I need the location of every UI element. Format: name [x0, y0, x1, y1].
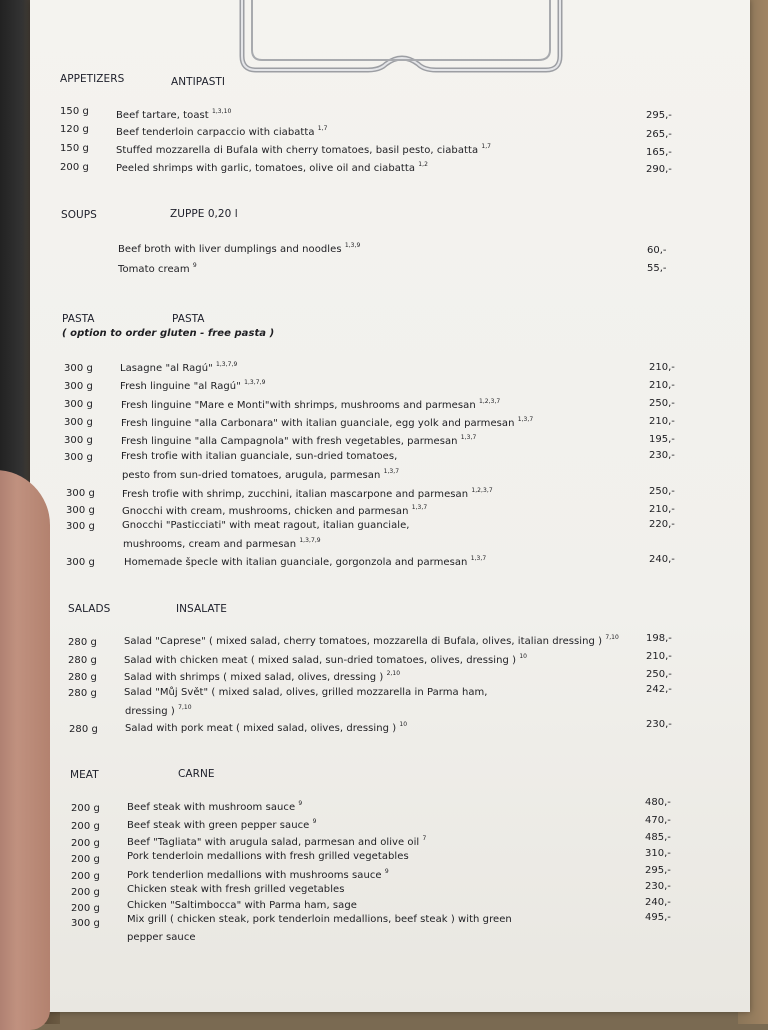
item-weight: 120 g	[60, 124, 89, 135]
item-price: 250,-	[646, 669, 672, 680]
item-price: 242,-	[646, 684, 672, 695]
appetizers-subtitle: ANTIPASTI	[171, 76, 226, 88]
menu-item-name-cont: dressing ) $^{7,10}$	[125, 704, 192, 717]
item-weight: 280 g	[68, 672, 97, 683]
item-price: 480,-	[645, 797, 671, 808]
item-price: 265,-	[646, 129, 672, 140]
menu-item-name-cont: mushrooms, cream and parmesan $^{1,3,7,9}$	[123, 537, 321, 550]
item-price: 240,-	[649, 554, 675, 565]
item-price: 495,-	[645, 912, 671, 923]
item-price: 210,-	[649, 416, 675, 427]
item-weight: 280 g	[68, 637, 97, 648]
menu-item-name: Fresh linguine "alla Campagnola" with fresh vegetables, parmesan $^{1,3,7}$	[121, 434, 477, 447]
menu-item-name: Lasagne "al Ragú" $^{1,3,7,9}$	[120, 361, 238, 374]
menu-item-name: Gnocchi with cream, mushrooms, chicken and parmesan $^{1,3,7}$	[122, 504, 428, 517]
item-weight: 280 g	[68, 655, 97, 666]
item-weight: 200 g	[60, 162, 89, 173]
item-weight: 200 g	[71, 903, 100, 914]
item-weight: 300 g	[64, 399, 93, 410]
menu-item-name: Beef "Tagliata" with arugula salad, parmesan and olive oil $^7$	[127, 835, 427, 848]
pasta-subtitle: PASTA	[172, 313, 205, 325]
item-price: 470,-	[645, 815, 671, 826]
thumb	[0, 470, 50, 1030]
item-price: 210,-	[649, 380, 675, 391]
menu-item-name: Fresh linguine "Mare e Monti"with shrimps, mushrooms and parmesan $^{1,2,3,7}$	[121, 398, 501, 411]
item-price: 60,-	[647, 245, 667, 256]
item-weight: 280 g	[68, 688, 97, 699]
soups-subtitle: ZUPPE 0,20 l	[170, 208, 238, 220]
item-weight: 200 g	[71, 821, 100, 832]
item-weight: 300 g	[64, 363, 93, 374]
menu-item-name: Mix grill ( chicken steak, pork tenderloin medallions, beef steak ) with green	[127, 914, 512, 925]
item-weight: 200 g	[71, 838, 100, 849]
menu-item-name: Salad with chicken meat ( mixed salad, sun-dried tomatoes, olives, dressing ) $^{10}$	[124, 653, 528, 666]
item-price: 250,-	[649, 486, 675, 497]
menu-item-name: Chicken "Saltimbocca" with Parma ham, sage	[127, 900, 357, 911]
item-weight: 300 g	[66, 488, 95, 499]
menu-item-name: Salad with pork meat ( mixed salad, olives, dressing ) $^{10}$	[125, 721, 408, 734]
item-price: 165,-	[646, 147, 672, 158]
meat-title: MEAT	[70, 769, 99, 781]
item-price: 195,-	[649, 434, 675, 445]
gluten-free-note: ( option to order gluten - free pasta )	[62, 328, 275, 339]
menu-item-name: Salad with shrimps ( mixed salad, olives, dressing ) $^{2,10}$	[124, 670, 401, 683]
item-price: 210,-	[649, 362, 675, 373]
item-price: 295,-	[645, 865, 671, 876]
item-price: 198,-	[646, 633, 672, 644]
soups-title: SOUPS	[61, 209, 97, 221]
menu-item-name: Fresh linguine "alla Carbonara" with italian guanciale, egg yolk and parmesan $^{1,3,7}$	[121, 416, 534, 429]
menu-item-name: Beef tenderloin carpaccio with ciabatta $^{1,7}$	[116, 125, 328, 138]
item-weight: 300 g	[66, 505, 95, 516]
item-price: 210,-	[649, 504, 675, 515]
menu-item-name: Tomato cream $^9$	[118, 262, 197, 275]
item-price: 230,-	[645, 881, 671, 892]
menu-item-name: Salad "Caprese" ( mixed salad, cherry tomatoes, mozzarella di Bufala, olives, italian dressing ) $^{7,10}$	[124, 634, 619, 647]
item-price: 210,-	[646, 651, 672, 662]
item-weight: 300 g	[64, 417, 93, 428]
menu-item-name: Fresh linguine "al Ragú" $^{1,3,7,9}$	[120, 379, 266, 392]
item-weight: 300 g	[64, 381, 93, 392]
item-price: 485,-	[645, 832, 671, 843]
item-price: 250,-	[649, 398, 675, 409]
menu-item-name: Pork tenderlion medallions with mushrooms sauce $^9$	[127, 868, 389, 881]
menu-item-name-cont: pepper sauce	[127, 932, 196, 943]
item-price: 290,-	[646, 164, 672, 175]
menu-item-name: Chicken steak with fresh grilled vegetables	[127, 884, 345, 895]
menu-item-name: Beef steak with green pepper sauce $^9$	[127, 818, 317, 831]
item-weight: 300 g	[66, 521, 95, 532]
item-price: 310,-	[645, 848, 671, 859]
item-weight: 200 g	[71, 887, 100, 898]
menu-item-name: Fresh trofie with shrimp, zucchini, italian mascarpone and parmesan $^{1,2,3,7}$	[122, 487, 493, 500]
item-price: 295,-	[646, 110, 672, 121]
menu-item-name: Stuffed mozzarella di Bufala with cherry tomatoes, basil pesto, ciabatta $^{1,7}$	[116, 143, 492, 156]
salads-title: SALADS	[68, 603, 111, 615]
menu-item-name: Beef tartare, toast $^{1,3,10}$	[116, 108, 232, 121]
menu-item-name-cont: pesto from sun-dried tomatoes, arugula, parmesan $^{1,3,7}$	[122, 468, 400, 481]
salads-subtitle: INSALATE	[176, 603, 227, 615]
clipboard-clip	[238, 0, 564, 74]
item-weight: 200 g	[71, 854, 100, 865]
menu-item-name: Beef broth with liver dumplings and noodles $^{1,3,9}$	[118, 242, 361, 255]
item-weight: 300 g	[71, 918, 100, 929]
item-weight: 150 g	[60, 143, 89, 154]
item-price: 230,-	[646, 719, 672, 730]
menu-item-name: Beef steak with mushroom sauce $^9$	[127, 800, 303, 813]
item-weight: 300 g	[64, 452, 93, 463]
menu-item-name: Peeled shrimps with garlic, tomatoes, olive oil and ciabatta $^{1,2}$	[116, 161, 428, 174]
item-weight: 300 g	[64, 435, 93, 446]
meat-subtitle: CARNE	[178, 768, 215, 780]
item-price: 230,-	[649, 450, 675, 461]
item-weight: 150 g	[60, 106, 89, 117]
menu-item-name: Fresh trofie with italian guanciale, sun-dried tomatoes,	[121, 451, 398, 462]
item-weight: 200 g	[71, 803, 100, 814]
pasta-title: PASTA	[62, 313, 95, 325]
menu-item-name: Homemade špecle with italian guanciale, gorgonzola and parmesan $^{1,3,7}$	[124, 555, 487, 568]
item-price: 220,-	[649, 519, 675, 530]
menu-item-name: Gnocchi "Pasticciati" with meat ragout, italian guanciale,	[122, 520, 410, 531]
menu-item-name: Salad "Můj Svět" ( mixed salad, olives, grilled mozzarella in Parma ham,	[124, 687, 488, 698]
appetizers-title: APPETIZERS	[60, 73, 125, 85]
item-weight: 300 g	[66, 557, 95, 568]
item-weight: 200 g	[71, 871, 100, 882]
menu-item-name: Pork tenderloin medallions with fresh grilled vegetables	[127, 851, 409, 862]
item-weight: 280 g	[69, 724, 98, 735]
item-price: 55,-	[647, 263, 667, 274]
item-price: 240,-	[645, 897, 671, 908]
